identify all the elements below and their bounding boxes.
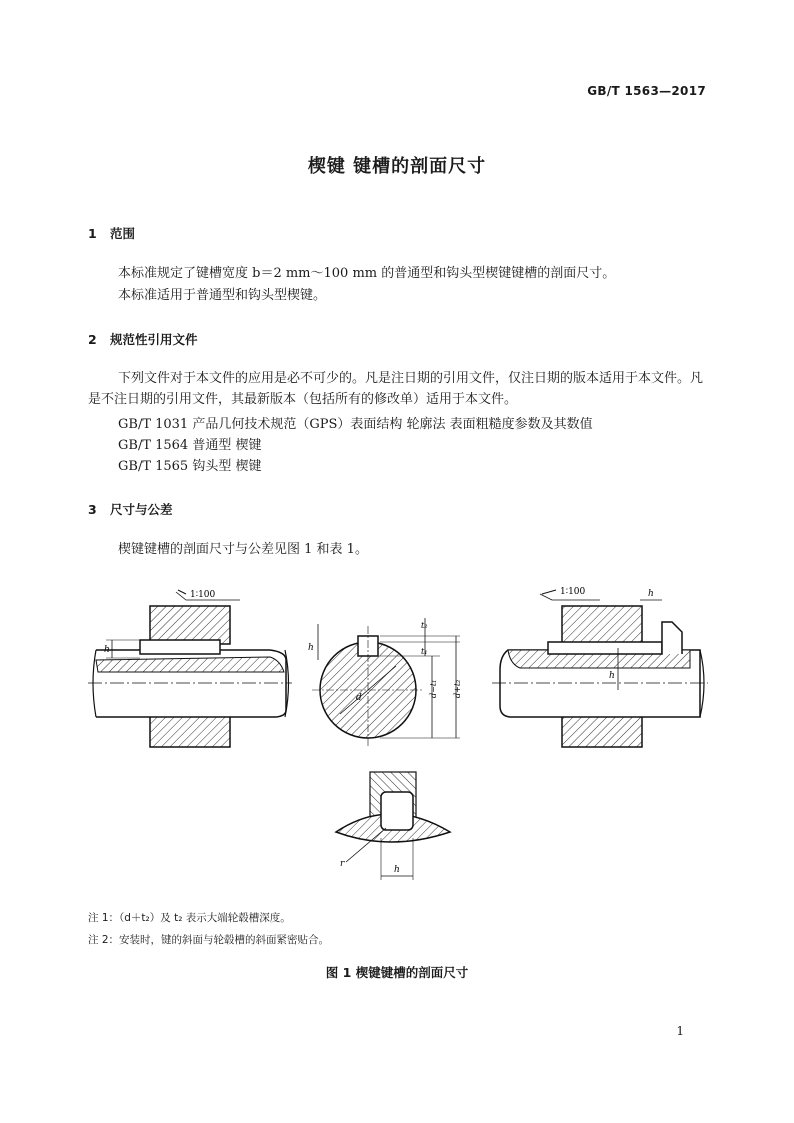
dim-t2-label: t₂	[421, 621, 428, 630]
scope-paragraph-1: 本标准规定了键槽宽度 b＝2 mm～100 mm 的普通型和钩头型楔键键槽的剖面尺寸。	[118, 266, 616, 281]
cross-section-view	[308, 618, 462, 746]
right-hook-key-view	[492, 587, 708, 747]
hook-key-head	[662, 622, 682, 654]
dim-h-label: h	[648, 589, 654, 599]
section-number: 3	[88, 502, 97, 517]
page-number: 1	[676, 1024, 684, 1038]
dim-h-label: h	[394, 865, 400, 875]
note-2: 注 2：安装时，键的斜面与轮毂槽的斜面紧密贴合。	[88, 934, 330, 946]
taper-symbol	[542, 590, 556, 594]
dim-d-plus-t2-label: d+t₂	[453, 679, 462, 698]
hook-key-body	[548, 642, 662, 654]
dim-d-label: d	[356, 693, 362, 703]
hub-top-section	[150, 606, 230, 644]
dim-t1-label: t₁	[421, 647, 428, 656]
left-shaft-view	[88, 590, 292, 747]
ref-item: GB/T 1565 钩头型 楔键	[118, 459, 262, 474]
ref-item: GB/T 1564 普通型 楔键	[118, 438, 262, 453]
dim-h-label: h	[609, 671, 615, 681]
taper-symbol	[178, 590, 186, 594]
hub-top-section	[562, 606, 642, 644]
page-title: 楔键 键槽的剖面尺寸	[307, 156, 487, 177]
wedge-key	[140, 640, 220, 654]
refs-intro-paragraph: 下列文件对于本文件的应用是必不可少的。凡是注日期的引用文件，仅注日期的版本适用于本文件。凡是不注日期的引用文件，其最新版本（包括所有的修改单）适用于本文件。	[88, 371, 704, 407]
hub-bottom-section	[562, 715, 642, 747]
taper-label: 1∶100	[560, 587, 586, 597]
detail-view	[336, 772, 450, 880]
section-heading-dimensions	[88, 500, 173, 518]
dim-h-label: h	[104, 645, 110, 655]
radius-label: r	[340, 859, 345, 869]
dim-h-label: h	[308, 643, 314, 653]
section-title: 规范性引用文件	[110, 332, 198, 347]
dim-d-minus-t1-label: d−t₁	[429, 679, 438, 698]
taper-label: 1∶100	[190, 590, 216, 600]
key-detail	[381, 792, 413, 830]
figure-1-drawing	[0, 578, 794, 898]
section-heading-scope	[88, 224, 135, 242]
section-number: 2	[88, 332, 97, 347]
shaft-keyway-section	[96, 657, 284, 672]
ref-item: GB/T 1031 产品几何技术规范（GPS）表面结构 轮廓法 表面粗糙度参数及其数值	[118, 417, 593, 432]
figure-caption: 图 1 楔键键槽的剖面尺寸	[325, 965, 469, 980]
scope-paragraph-2: 本标准适用于普通型和钩头型楔键。	[118, 288, 327, 303]
standard-number: GB/T 1563—2017	[587, 84, 706, 98]
section-title: 尺寸与公差	[110, 502, 173, 517]
section-title: 范围	[110, 226, 136, 241]
dimensions-paragraph: 楔键键槽的剖面尺寸与公差见图 1 和表 1。	[118, 542, 368, 557]
section-number: 1	[88, 226, 97, 241]
hub-bottom-section	[150, 715, 230, 747]
note-1: 注 1：（d＋t₂）及 t₂ 表示大端轮毂槽深度。	[88, 912, 291, 924]
section-heading-normative-refs	[88, 330, 198, 348]
